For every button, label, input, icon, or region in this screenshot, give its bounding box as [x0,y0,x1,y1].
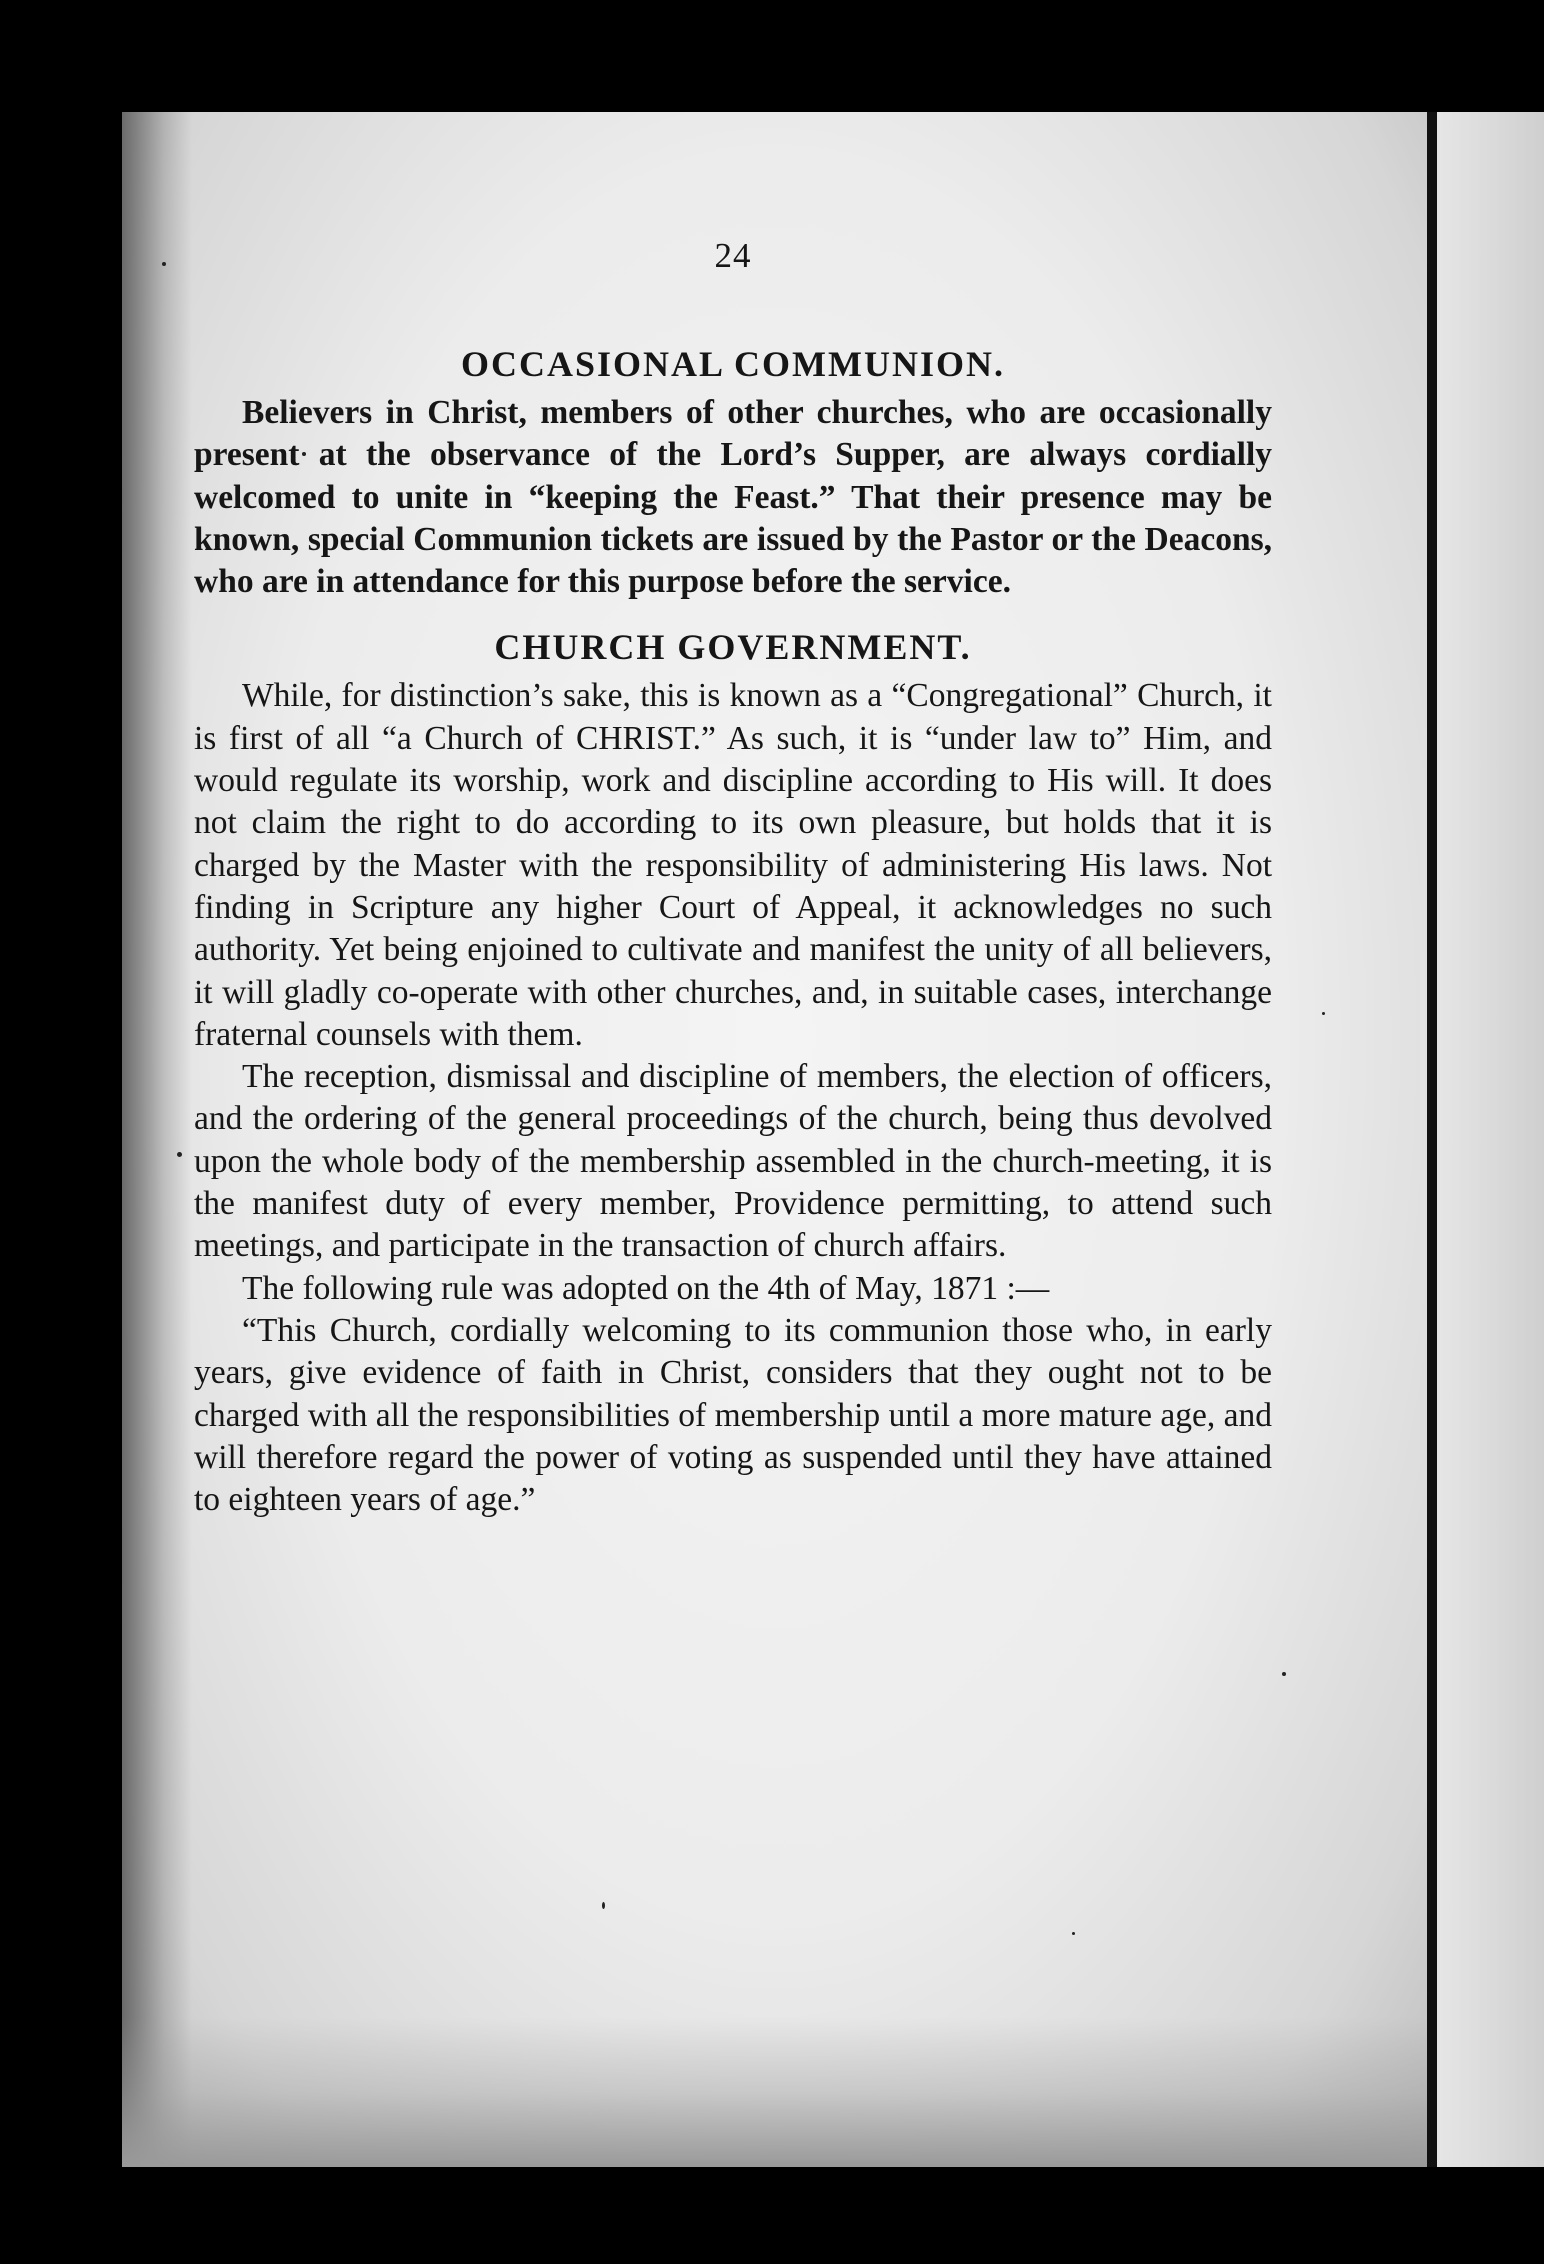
dust-speck [1322,1012,1325,1015]
dust-speck [162,262,166,266]
dust-speck [177,1152,182,1157]
page-bottom-shadow [122,2017,1427,2167]
section-heading-church-government: CHURCH GOVERNMENT. [494,627,972,668]
paragraph-rule-quote: “This Church, cordially welcoming to its communion those who, in early years, give evidence of faith in Christ, considers that they ought not to be charged with all the responsibilities of membership until a more mature age, and will therefore regard the power of voting as suspended until they have attained to eighteen years of age.” [194,1311,1272,1519]
paragraph-occasional-communion: Believers in Christ, members of other churches, who are occasionally present at the observance of the Lord’s Supper, are always cordially welcomed to unite in “keeping the Feast.” That their presence may be known, special Communion tickets are issued by the Pastor or the Deacons, who are in attendance for this purpose before the service. [194,394,1272,601]
section-heading-occasional-communion: OCCASIONAL COMMUNION. [460,344,1005,384]
page-left-shadow [122,112,192,2167]
dust-speck [1072,1932,1075,1935]
dust-speck [602,1902,605,1909]
page-number: 24 [714,236,752,275]
page-text [194,120,1272,1521]
dust-speck [1282,1672,1286,1676]
page-gutter [1427,112,1437,2167]
paragraph-church-government-2: The reception, dismissal and discipline of members, the election of officers, and the ordering of the general proceedings of the church, being thus devolved upon the whole body of the membership assembled in the church-meeting, it is the manifest duty of every member, Providence permitting, to attend such meetings, and participate in the transaction of church affairs. [194,1058,1272,1265]
facing-page-edge [1437,112,1544,2167]
paragraph-rule-intro: The following rule was adopted on the 4th of May, 1871 :— [242,1269,1050,1307]
paragraph-church-government-1: While, for distinction’s sake, this is known as a “Congregational” Church, it is first of all “a Church of CHRIST.” As such, it is “under law to” Him, and would regulate its worship, work and discipline according to His will. It does not claim the right to do according to its own pleasure, but holds that it is charged by the Master with the responsibility of administering His laws. Not finding in Scripture any higher Court of Appeal, it acknowledges no such authority. Yet being enjoined to cultivate and manifest the unity of all believers, it will gladly co-operate with other churches, and, in suitable cases, interchange fraternal counsels with them. [194,677,1272,1053]
